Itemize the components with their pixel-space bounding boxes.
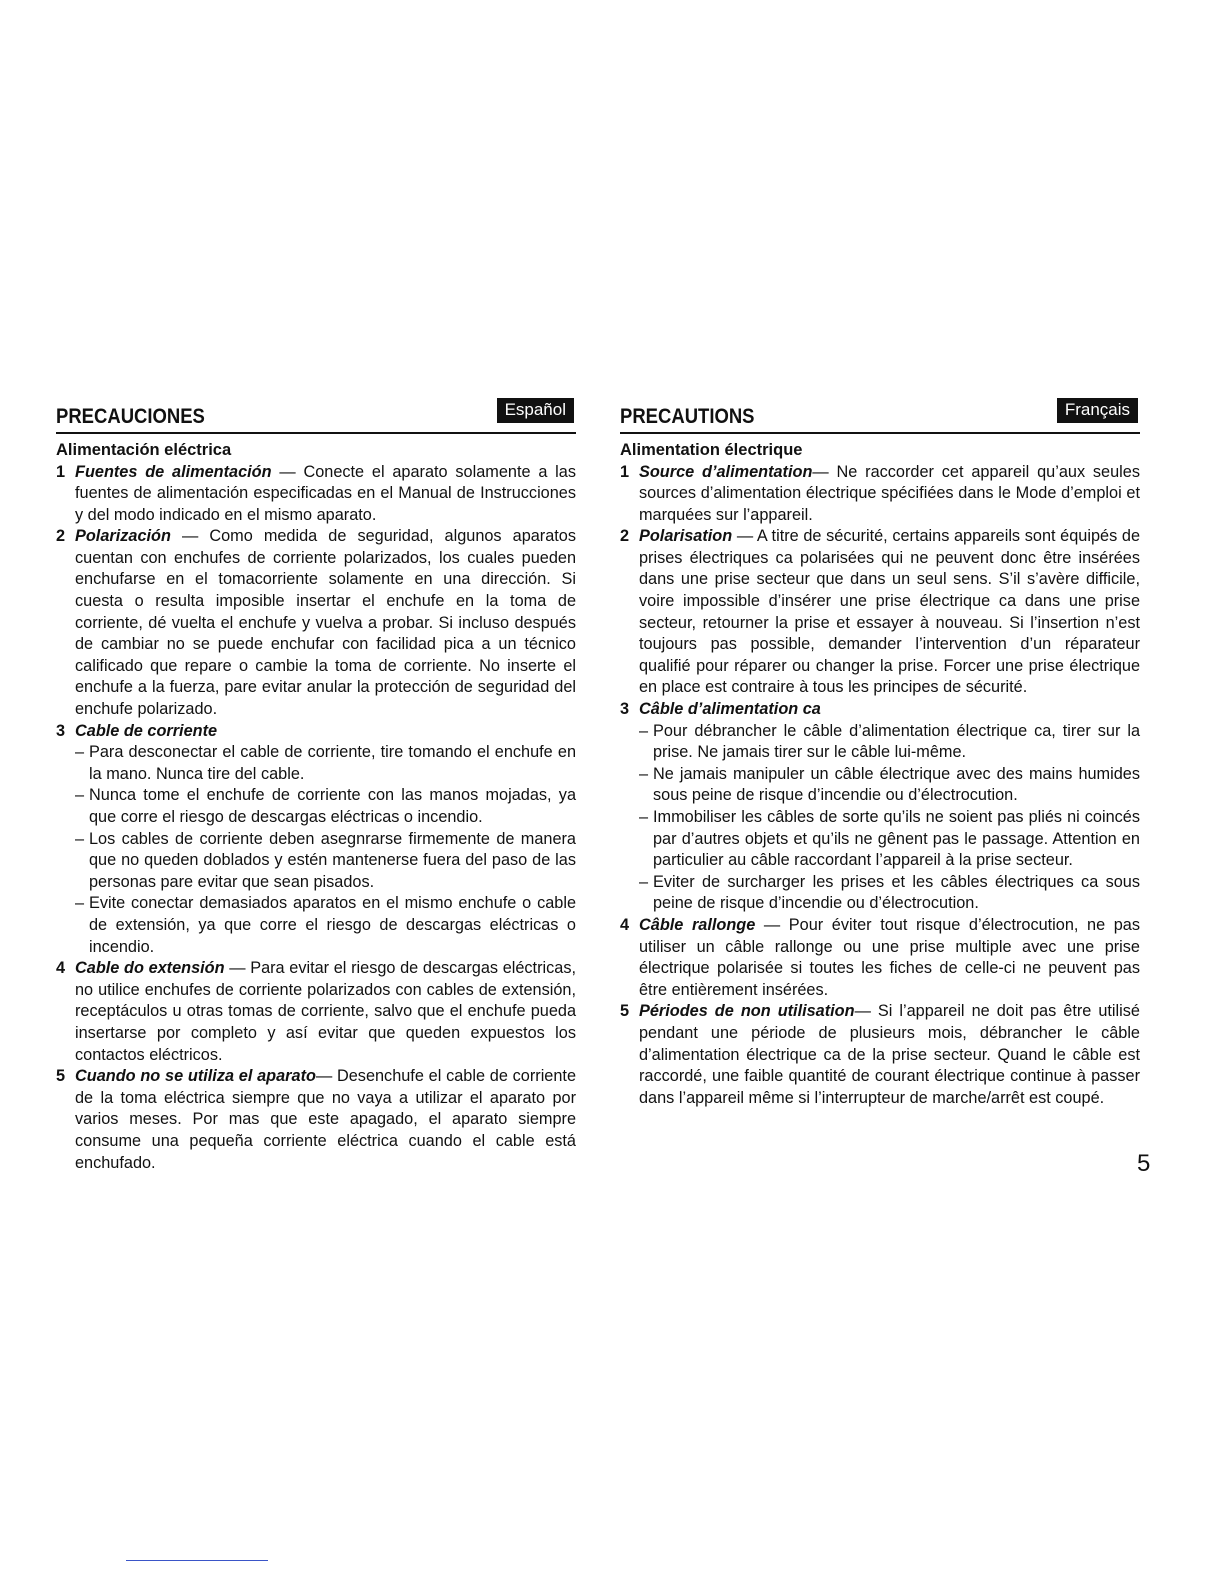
page-number: 5	[1137, 1150, 1151, 1177]
item-text: — Conecte el aparato solamente a las fuentes de alimentación especificadas en el Manual de Instrucciones y del modo indicado en el mismo aparato.	[75, 462, 576, 524]
item-keyword: Câble d’alimentation ca	[639, 700, 821, 719]
item-keyword: Cuando no se utiliza el aparato	[75, 1067, 316, 1086]
dash-item: – Evite conectar demasiados aparatos en el mismo enchufe o cable de extensión, ya que corre el riesgo de descargas eléctricas o incendio.	[75, 894, 576, 956]
item-keyword: Cable do extensión	[75, 959, 225, 978]
list-item	[56, 462, 576, 527]
item-number: 4	[620, 915, 630, 934]
item-text: — Como medida de seguridad, algunos aparatos cuentan con enchufes de corriente polarizados, los cuales pueden enchufarse en el tomacorriente solamente en una dirección. Si cuesta o resulta imposible insertar el enchufe en la toma de corriente, dé vuelta el enchufe y vuelva a probar. Si incluso después de cambiar no se puede enchufar con facilidad pica a un técnico calificado que repare o cambie la toma de corriente. No inserte el enchufe a la fuerza, pare evitar anular la protección de seguridad del enchufe polarizado.	[75, 527, 576, 719]
list-item	[620, 1001, 1140, 1109]
section-title: PRECAUCIONES	[56, 405, 205, 428]
french-section	[620, 398, 1140, 1109]
item-text: — Pour éviter tout risque d’électrocution, ne pas utiliser un câble rallonge ou une prise multiple avec une prise électrique polarisée si toutes les fiches de celle-ci ne peuvent pas être entièrement insérées.	[639, 915, 1140, 999]
dash-item: – Para desconectar el cable de corriente, tire tomando el enchufe en la mano. Nunca tire del cable.	[75, 743, 576, 783]
dash-item: – Ne jamais manipuler un câble électrique avec des mains humides sous peine de risque d’incendie ou d’électrocution.	[639, 764, 1140, 805]
item-number: 5	[56, 1067, 66, 1086]
item-keyword: Source d’alimentation	[639, 462, 813, 481]
item-text: — A titre de sécurité, certains appareils sont équipés de prises électriques ca polarisées qui ne peuvent donc être insérées dans une prise secteur que dans un seul sens. S’il s’avère difficile, voire impossible d’insérer une prise électrique ca dans une prise secteur, retourner la prise et essayer à nouveau. Si l’insertion n’est toujours pas possible, demander l’intervention d’un réparateur qualifié pour réparer ou changer la prise. Forcer une prise électrique en place est contraire à tous les principes de sécurité.	[639, 527, 1140, 697]
list-item	[620, 526, 1140, 699]
section-title: PRECAUTIONS	[620, 405, 755, 428]
section-header	[56, 398, 576, 434]
item-keyword: Câble rallonge	[639, 915, 756, 934]
item-keyword: Polarización	[75, 527, 171, 546]
list-item	[620, 915, 1140, 1001]
item-number: 2	[56, 527, 66, 546]
language-tab: Español	[497, 398, 574, 423]
item-text: — Desenchufe el cable de corriente de la toma eléctrica siempre que no vaya a utilizar el aparato por varios meses. Por mas que este apagado, el aparato siempre consume una pequeña corriente eléctrica cuando el cable está enchufado.	[75, 1067, 576, 1172]
list-item	[56, 1066, 576, 1174]
list-item	[620, 699, 1140, 915]
item-number: 5	[620, 1002, 630, 1021]
dash-item: – Pour débrancher le câble d’alimentation électrique ca, tirer sur la prise. Ne jamais tirer sur le câble lui-même.	[639, 721, 1140, 762]
item-number: 1	[56, 462, 66, 481]
item-keyword: Cable de corriente	[75, 721, 218, 740]
language-tab: Français	[1057, 398, 1138, 423]
item-number: 3	[56, 721, 66, 740]
divider	[126, 1560, 268, 1561]
dash-item: – Nunca tome el enchufe de corriente con las manos mojadas, ya que corre el riesgo de descargas eléctricas o incendio.	[75, 786, 576, 826]
spanish-section	[56, 398, 576, 1174]
item-text: — Si l’appareil ne doit pas être utilisé pendant une période de plusieurs mois, débrancher le câble d’alimentation électrique ca de la prise secteur. Quand le câble est raccordé, une faible quantité de courant électrique continue à passer dans l’appareil même si l’interrupteur de marche/arrêt est coupé.	[639, 1002, 1140, 1107]
dash-item: – Immobiliser les câbles de sorte qu’ils ne soient pas pliés ni coincés par d’autres objets et qu’ils ne gênent pas le passage. Attention en particulier au câble raccordant l’appareil à la prise secteur.	[639, 808, 1140, 870]
item-number: 4	[56, 959, 66, 978]
item-text: — Para evitar el riesgo de descargas eléctricas, no utilice enchufes de corriente polarizados con cables de extensión, receptáculos u otras tomas de corriente, salvo que el enchufe pueda insertarse por completo y así evitar que queden expuestos los contactos eléctricos.	[75, 959, 576, 1064]
list-item	[620, 462, 1140, 527]
section-subtitle: Alimentation électrique	[620, 441, 803, 459]
section-subtitle: Alimentación eléctrica	[56, 441, 232, 459]
item-keyword: Fuentes de alimentación	[75, 462, 272, 481]
list-item	[56, 721, 576, 959]
item-number: 2	[620, 527, 630, 546]
dash-item: – Los cables de corriente deben asegnrarse firmemente de manera que no queden doblados y estén mantenerse fuera del paso de las personas pare evitar que sean pisados.	[75, 829, 576, 891]
dash-item: – Eviter de surcharger les prises et les câbles électriques ca sous peine de risque d’incendie ou d’électrocution.	[639, 872, 1140, 913]
item-keyword: Polarisation	[639, 527, 733, 546]
list-item	[56, 958, 576, 1066]
list-item	[56, 526, 576, 720]
item-keyword: Périodes de non utilisation	[639, 1002, 855, 1021]
item-text: — Ne raccorder cet appareil qu’aux seules sources d’alimentation électrique spécifiées dans le Mode d’emploi et marquées sur l’appareil.	[639, 462, 1140, 524]
item-number: 1	[620, 462, 630, 481]
section-header	[620, 398, 1140, 434]
item-number: 3	[620, 700, 630, 719]
